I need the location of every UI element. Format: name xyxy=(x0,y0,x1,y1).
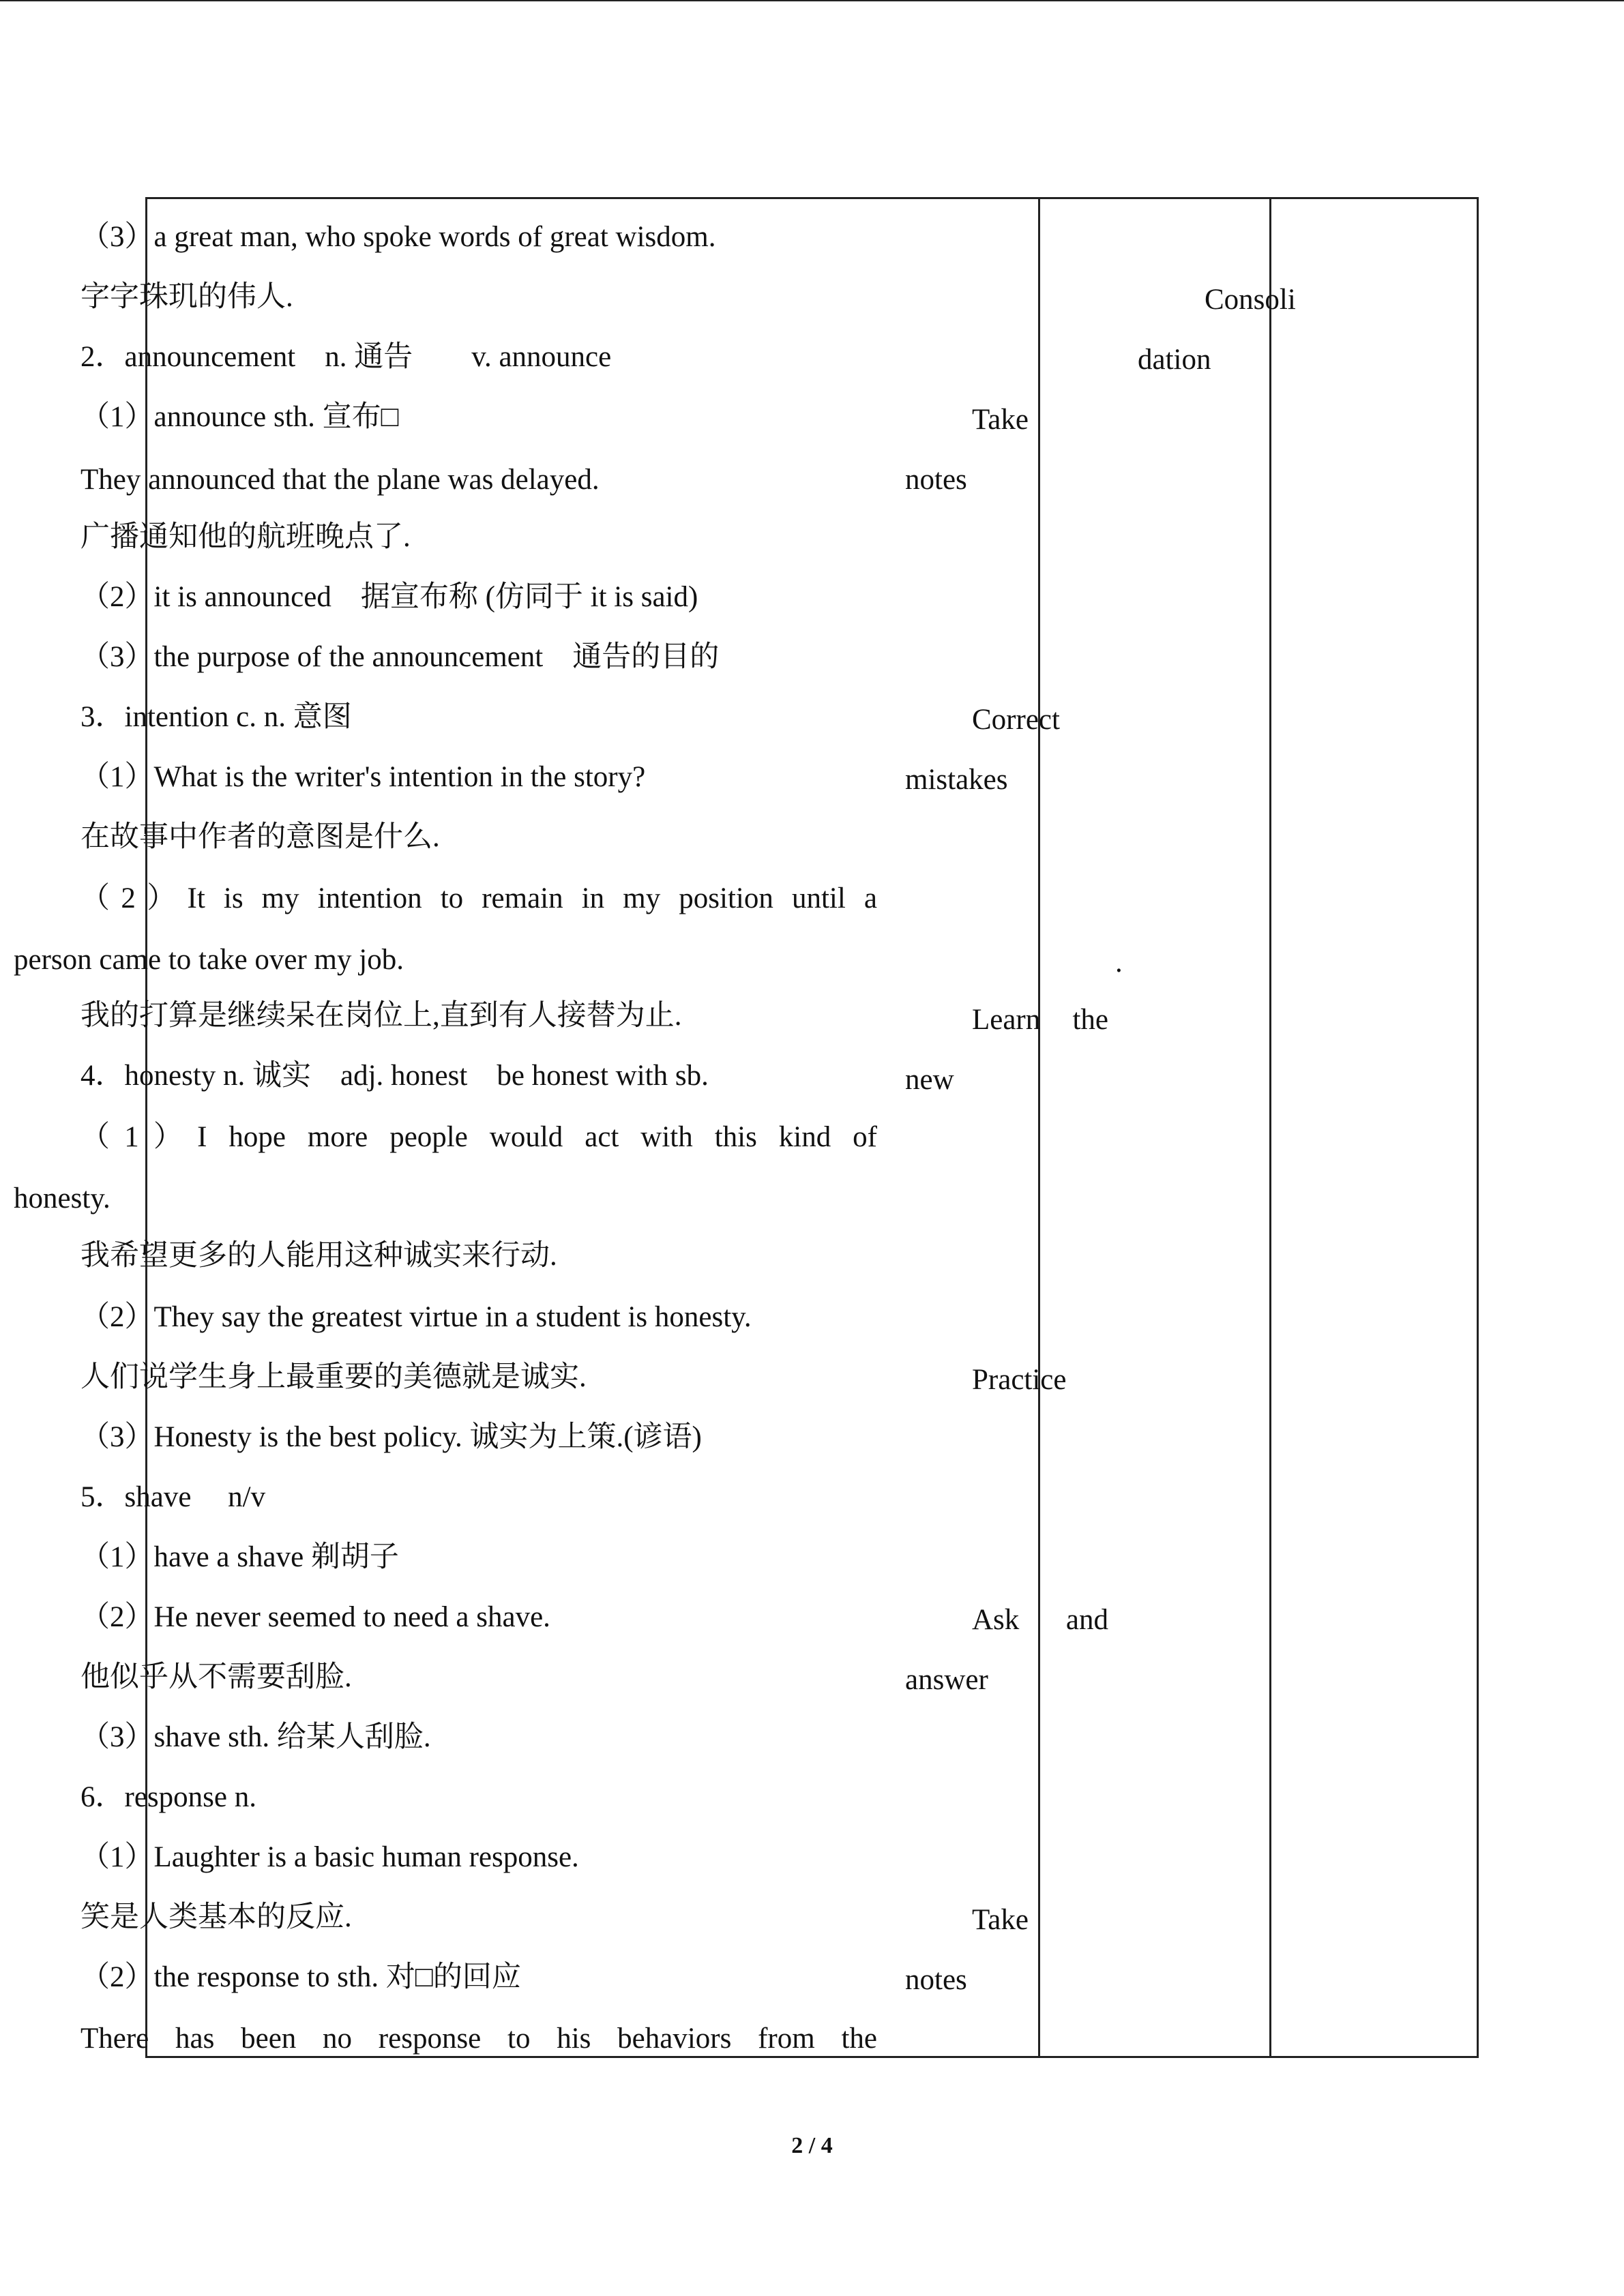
content-line: 6．response n. xyxy=(80,1781,256,1813)
content-line: （3）Honesty is the best policy. 诚实为上策.(谚语) xyxy=(80,1421,702,1453)
content-line: 我的打算是继续呆在岗位上,直到有人接替为止. xyxy=(80,1000,682,1032)
content-line: 在故事中作者的意图是什么. xyxy=(80,821,440,853)
content-line: （3）shave sth. 给某人刮脸. xyxy=(80,1721,431,1753)
content-line: （1）I hope more people would act with this kind of xyxy=(80,1121,877,1153)
activity-label: Take xyxy=(972,1904,1029,1936)
content-line: （2）It is my intention to remain in my position until a xyxy=(80,882,877,914)
page-top-border xyxy=(0,0,1624,1)
activity-label: notes xyxy=(905,1964,967,1996)
activity-label: answer xyxy=(905,1664,988,1696)
content-line: honesty. xyxy=(14,1182,110,1214)
content-line: （2）the response to sth. 对□的回应 xyxy=(80,1961,521,1993)
column-divider xyxy=(1269,199,1271,2056)
content-line: （3）a great man, who spoke words of great wisdom. xyxy=(80,221,716,253)
content-line: 3．intention c. n. 意图 xyxy=(80,701,352,733)
content-line: （2）He never seemed to need a shave. xyxy=(80,1601,550,1633)
activity-label: Practice xyxy=(972,1364,1067,1396)
content-line: （2）it is announced 据宣布称 (仿同于 it is said) xyxy=(80,581,698,613)
content-line: （2）They say the greatest virtue in a student is honesty. xyxy=(80,1301,752,1333)
column-divider xyxy=(1038,199,1040,2056)
activity-label: mistakes xyxy=(905,764,1008,796)
content-line: （1）What is the writer's intention in the story? xyxy=(80,761,646,793)
activity-label: Take xyxy=(972,404,1029,436)
activity-label: new xyxy=(905,1064,954,1096)
content-line: person came to take over my job. xyxy=(14,944,404,976)
content-line: （3）the purpose of the announcement 通告的目的 xyxy=(80,641,720,673)
content-line: 2．announcement n. 通告 v. announce xyxy=(80,341,612,373)
activity-label: notes xyxy=(905,464,967,496)
content-line: They announced that the plane was delayed. xyxy=(80,464,600,496)
content-line: There has been no response to his behaviors from the xyxy=(80,2023,877,2055)
activity-label: Learn the xyxy=(972,1004,1108,1036)
activity-label: Ask and xyxy=(972,1604,1108,1636)
activity-label: Correct xyxy=(972,704,1060,736)
content-line: 5．shave n/v xyxy=(80,1481,266,1513)
content-line: 笑是人类基本的反应. xyxy=(80,1901,352,1933)
content-line: 4．honesty n. 诚实 adj. honest be honest with sb. xyxy=(80,1060,709,1092)
page-number: 2 / 4 xyxy=(791,2133,833,2158)
content-line: 我希望更多的人能用这种诚实来行动. xyxy=(80,1240,557,1272)
activity-label: . xyxy=(1115,946,1123,979)
content-line: 他似乎从不需要刮脸. xyxy=(80,1661,352,1693)
content-line: （1）announce sth. 宣布□ xyxy=(80,401,399,433)
purpose-label: Consoli xyxy=(1205,284,1296,316)
content-line: 人们说学生身上最重要的美德就是诚实. xyxy=(80,1361,587,1393)
content-line: 广播通知他的航班晚点了. xyxy=(80,521,411,553)
content-line: 字字珠玑的伟人. xyxy=(80,281,293,313)
content-line: （1）have a shave 剃胡子 xyxy=(80,1541,399,1573)
purpose-label: dation xyxy=(1138,344,1211,376)
content-line: （1）Laughter is a basic human response. xyxy=(80,1841,579,1873)
